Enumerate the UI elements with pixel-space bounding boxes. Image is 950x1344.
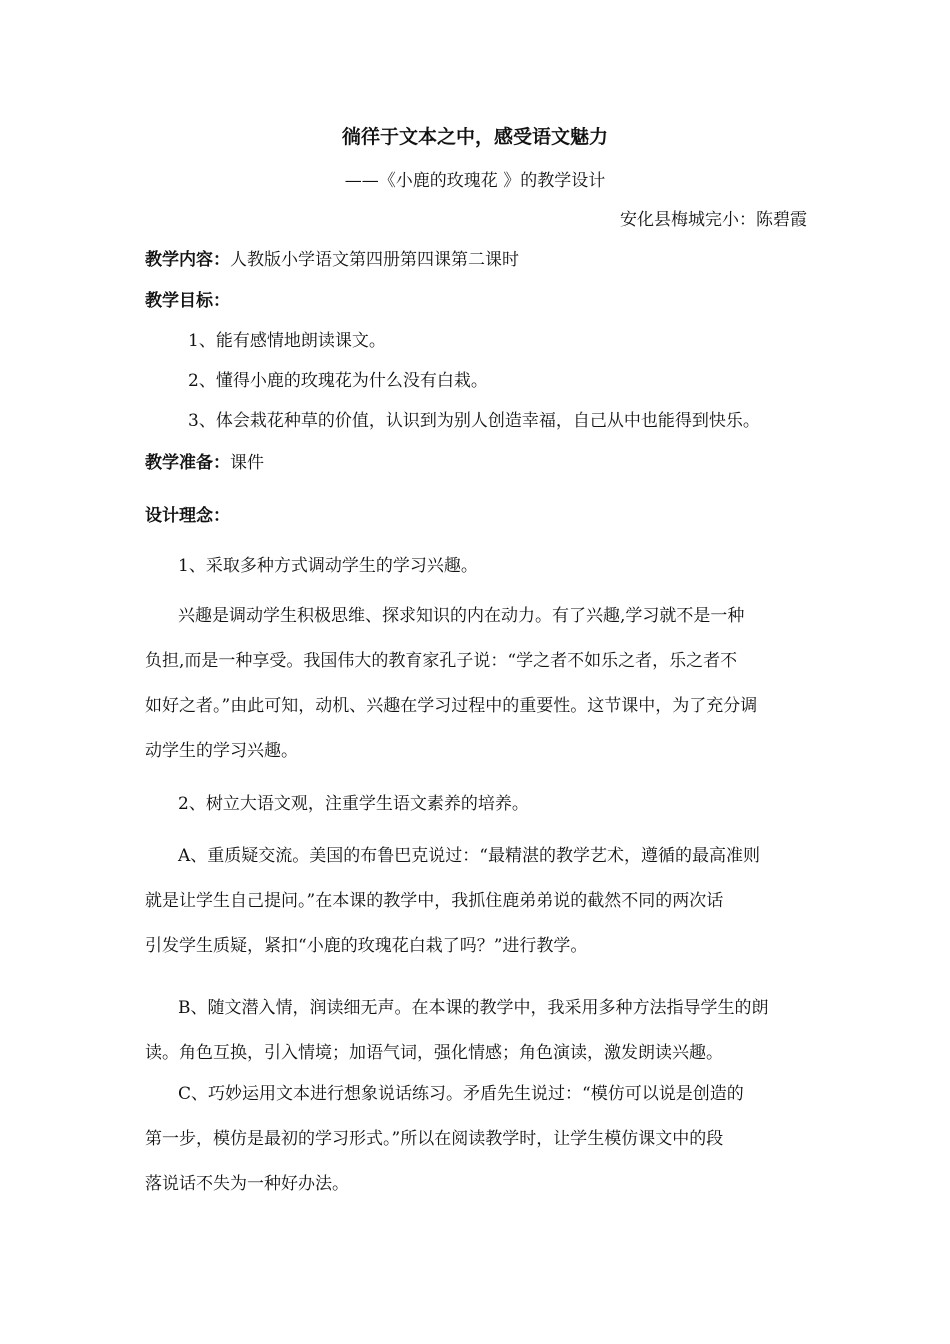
paragraph-line: 落说话不失为一种好办法。 (145, 1174, 349, 1194)
paragraph-line: 读。角色互换，引入情境；加语气词，强化情感；角色演读，激发朗读兴趣。 (145, 1043, 723, 1063)
paragraph-line: A、重质疑交流。美国的布鲁巴克说过：“最精湛的教学艺术，遵循的最高准则 (178, 846, 760, 866)
concept-2a-paragraph (145, 834, 807, 969)
paragraph-line: 负担,而是一种享受。我国伟大的教育家孔子说：“学之者不如乐之者，乐之者不 (145, 651, 738, 671)
teaching-content-value: 人教版小学语文第四册第四课第二课时 (230, 250, 519, 270)
goal-item: 2、懂得小鹿的玫瑰花为什么没有白栽。 (188, 371, 488, 391)
paragraph-line: C、巧妙运用文本进行想象说话练习。矛盾先生说过：“模仿可以说是创造的 (178, 1084, 744, 1104)
paragraph-line: 引发学生质疑，紧扣“小鹿的玫瑰花白栽了吗？”进行教学。 (145, 936, 588, 956)
teaching-prep-value: 课件 (230, 453, 264, 473)
concept-2c-paragraph (145, 1072, 807, 1207)
teaching-prep (145, 452, 264, 474)
design-concept-label: 设计理念： (145, 506, 230, 526)
document-subtitle: ——《小鹿的玫瑰花 》的教学设计 (344, 171, 606, 191)
paragraph-line: 如好之者。”由此可知，动机、兴趣在学习过程中的重要性。这节课中，为了充分调 (145, 696, 758, 716)
paragraph-line: 就是让学生自己提问。”在本课的教学中，我抓住鹿弟弟说的截然不同的两次话 (145, 891, 724, 911)
concept-1-paragraph (145, 594, 807, 774)
teaching-goals-label: 教学目标： (145, 291, 230, 311)
paragraph-line: 兴趣是调动学生积极思维、探求知识的内在动力。有了兴趣,学习就不是一种 (178, 606, 745, 626)
concept-2b-paragraph (145, 986, 807, 1076)
concept-1-heading: 1、采取多种方式调动学生的学习兴趣。 (178, 556, 478, 576)
teaching-content-label: 教学内容： (145, 250, 230, 270)
paragraph-line: B、随文潜入情，润读细无声。在本课的教学中，我采用多种方法指导学生的朗 (178, 998, 769, 1018)
concept-2-heading: 2、树立大语文观，注重学生语文素养的培养。 (178, 794, 529, 814)
goal-item: 3、体会栽花种草的价值，认识到为别人创造幸福，自己从中也能得到快乐。 (188, 411, 760, 431)
teaching-prep-label: 教学准备： (145, 453, 230, 473)
paragraph-line: 第一步，模仿是最初的学习形式。”所以在阅读教学时，让学生模仿课文中的段 (145, 1129, 724, 1149)
goal-item: 1、能有感情地朗读课文。 (188, 331, 386, 351)
teaching-content (145, 249, 519, 271)
paragraph-line: 动学生的学习兴趣。 (145, 741, 298, 761)
author-line: 安化县梅城完小：陈碧霞 (620, 210, 807, 230)
document-title: 徜徉于文本之中，感受语文魅力 (341, 126, 608, 148)
